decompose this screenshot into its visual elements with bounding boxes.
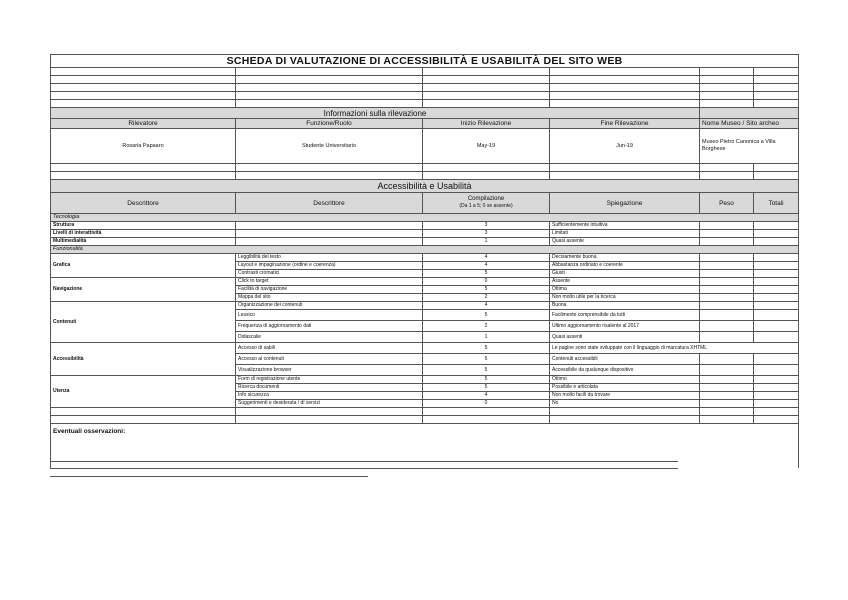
observation-line bbox=[50, 461, 678, 462]
table-row bbox=[51, 254, 799, 262]
sub-descriptor: Lessico bbox=[236, 310, 423, 321]
score-cell: 2 bbox=[423, 321, 550, 332]
sub-descriptor: Ricerca documenti bbox=[236, 384, 423, 392]
descriptor-name: Utenza bbox=[51, 376, 236, 408]
value-nome-museo: Museo Pietro Canonica a Villa Borghese bbox=[700, 129, 799, 164]
descriptor-name: Contenuti bbox=[51, 302, 236, 343]
explanation-cell: Non molto facili da trovare bbox=[550, 392, 700, 400]
explanation-cell: Ottimo bbox=[550, 376, 700, 384]
evaluation-sheet bbox=[50, 54, 799, 468]
observation-line bbox=[50, 468, 678, 469]
group-label-funzionalita: Funzionalità bbox=[51, 246, 799, 254]
header-descrittore: Descrittore bbox=[51, 193, 236, 214]
descriptor-name: Accessibilità bbox=[51, 343, 236, 376]
sub-descriptor: Form di registrazione utente bbox=[236, 376, 423, 384]
descriptor-name: Struttura bbox=[51, 222, 236, 230]
blank-row bbox=[51, 68, 799, 76]
header-compilazione-label: Compilazione bbox=[467, 196, 505, 202]
header-inizio-rilevazione: Inizio Rilevazione bbox=[423, 119, 550, 129]
header-fine-rilevazione: Fine Rilevazione bbox=[550, 119, 700, 129]
score-cell: 5 bbox=[423, 310, 550, 321]
table-row bbox=[51, 222, 799, 230]
blank-row bbox=[51, 408, 799, 416]
sub-descriptor: Mappa del sito bbox=[236, 294, 423, 302]
sheet-title: SCHEDA DI VALUTAZIONE DI ACCESSIBILITÀ E USABILITÀ DEL SITO WEB bbox=[51, 55, 799, 68]
explanation-cell: Giusti bbox=[550, 270, 700, 278]
score-cell: 5 bbox=[423, 376, 550, 384]
blank-row bbox=[51, 92, 799, 100]
sub-descriptor: Info sicurezza bbox=[236, 392, 423, 400]
explanation-cell: No bbox=[550, 400, 700, 408]
score-cell: 0 bbox=[423, 400, 550, 408]
score-cell: 3 bbox=[423, 222, 550, 230]
table-row bbox=[51, 376, 799, 384]
score-cell: 1 bbox=[423, 332, 550, 343]
descriptor-name: Livelli di interattività bbox=[51, 230, 236, 238]
value-funzione-ruolo: Studente Universitario bbox=[236, 129, 423, 164]
table-row bbox=[51, 230, 799, 238]
score-cell: 5 bbox=[423, 270, 550, 278]
score-cell: 4 bbox=[423, 262, 550, 270]
score-cell: 5 bbox=[423, 384, 550, 392]
blank-row bbox=[51, 164, 799, 172]
group-tecnologia bbox=[51, 214, 799, 222]
eval-section-title: Accessibilità e Usabilità bbox=[51, 180, 799, 193]
value-rilevatore: Rosaria Papaaro bbox=[51, 129, 236, 164]
sub-descriptor: Accesso di sabili bbox=[236, 343, 423, 354]
explanation-cell: Sufficientemente intuitiva bbox=[550, 222, 700, 230]
explanation-cell: Possibile e articolata bbox=[550, 384, 700, 392]
explanation-cell: Decisamente buona bbox=[550, 254, 700, 262]
observation-line bbox=[50, 476, 368, 477]
explanation-cell: Facilmente comprensibile da tutti bbox=[550, 310, 700, 321]
explanation-cell: Contenuti accessibili bbox=[550, 354, 700, 365]
group-funzionalita bbox=[51, 246, 799, 254]
header-compilazione-note: (Da 1 a 5; 0 se assente) bbox=[459, 203, 513, 209]
score-cell: 4 bbox=[423, 392, 550, 400]
info-section-header bbox=[51, 108, 799, 119]
header-descrittore-sub: Descrittore bbox=[236, 193, 423, 214]
sub-descriptor: Suggerimenti e desiderata / di servizi bbox=[236, 400, 423, 408]
score-cell: 5 bbox=[423, 343, 550, 354]
score-cell: 5 bbox=[423, 286, 550, 294]
explanation-cell: Accessibile da qualunque dispositivo bbox=[550, 365, 700, 376]
sub-descriptor: Leggibilità del testo bbox=[236, 254, 423, 262]
descriptor-name: Grafica bbox=[51, 254, 236, 278]
header-spiegazione: Spiegazione bbox=[550, 193, 700, 214]
header-compilazione bbox=[423, 193, 550, 214]
sub-descriptor: Contrasti cromatici bbox=[236, 270, 423, 278]
info-header-row bbox=[51, 119, 799, 129]
descriptor-name: Multimedialità bbox=[51, 238, 236, 246]
info-section-title: Informazioni sulla rilevazione bbox=[51, 108, 700, 119]
explanation-cell: Ottima bbox=[550, 286, 700, 294]
sub-descriptor: Visualizzazione browser bbox=[236, 365, 423, 376]
sub-descriptor: Didascalie bbox=[236, 332, 423, 343]
explanation-cell: Limitati bbox=[550, 230, 700, 238]
sub-descriptor: Layout e impaginazione (ordine e coerenza) bbox=[236, 262, 423, 270]
score-cell: 1 bbox=[423, 238, 550, 246]
score-cell: 2 bbox=[423, 294, 550, 302]
score-cell: 4 bbox=[423, 254, 550, 262]
score-cell: 3 bbox=[423, 230, 550, 238]
value-inizio: May-19 bbox=[423, 129, 550, 164]
score-cell: 0 bbox=[423, 278, 550, 286]
observations-label: Eventuali osservazioni: bbox=[51, 424, 799, 469]
table-row bbox=[51, 343, 799, 354]
explanation-cell: Abbastanza ordinato e coerente bbox=[550, 262, 700, 270]
blank-row bbox=[51, 84, 799, 92]
table-row bbox=[51, 302, 799, 310]
sub-descriptor: Accesso ai contenuti bbox=[236, 354, 423, 365]
explanation-cell: Buona bbox=[550, 302, 700, 310]
info-values-row bbox=[51, 129, 799, 164]
explanation-cell: Ultimo aggiornamento risalente al 2017 bbox=[550, 321, 700, 332]
header-funzione-ruolo: Funzione/Ruolo bbox=[236, 119, 423, 129]
sub-descriptor: Frequenza di aggiornamento dati bbox=[236, 321, 423, 332]
group-label-tecnologia: Tecnologia bbox=[51, 214, 799, 222]
header-rilevatore: Rilevatore bbox=[51, 119, 236, 129]
blank-row bbox=[51, 76, 799, 84]
sub-descriptor: Organizzazione dei contenuti bbox=[236, 302, 423, 310]
blank-row bbox=[51, 416, 799, 424]
table-row bbox=[51, 238, 799, 246]
explanation-cell: Quasi assenti bbox=[550, 332, 700, 343]
score-cell: 4 bbox=[423, 302, 550, 310]
eval-section-header bbox=[51, 180, 799, 193]
header-totali: Totali bbox=[754, 193, 799, 214]
sub-descriptor: Click to target bbox=[236, 278, 423, 286]
explanation-cell: Non molto utile per la ricerca bbox=[550, 294, 700, 302]
eval-header-row bbox=[51, 193, 799, 214]
explanation-cell: Le pagine sono state sviluppate con il linguaggio di marcatura XHTML bbox=[550, 343, 799, 354]
score-cell: 5 bbox=[423, 365, 550, 376]
explanation-cell: Assente bbox=[550, 278, 700, 286]
table-row bbox=[51, 278, 799, 286]
sub-descriptor: Facilità di navigazione bbox=[236, 286, 423, 294]
header-peso: Peso bbox=[700, 193, 754, 214]
value-fine: Jun-19 bbox=[550, 129, 700, 164]
blank-row bbox=[51, 100, 799, 108]
blank-row bbox=[51, 172, 799, 180]
header-nome-museo: Nome Museo / Sito archeo bbox=[700, 119, 799, 129]
score-cell: 5 bbox=[423, 354, 550, 365]
descriptor-name: Navigazione bbox=[51, 278, 236, 302]
explanation-cell: Quasi assente bbox=[550, 238, 700, 246]
